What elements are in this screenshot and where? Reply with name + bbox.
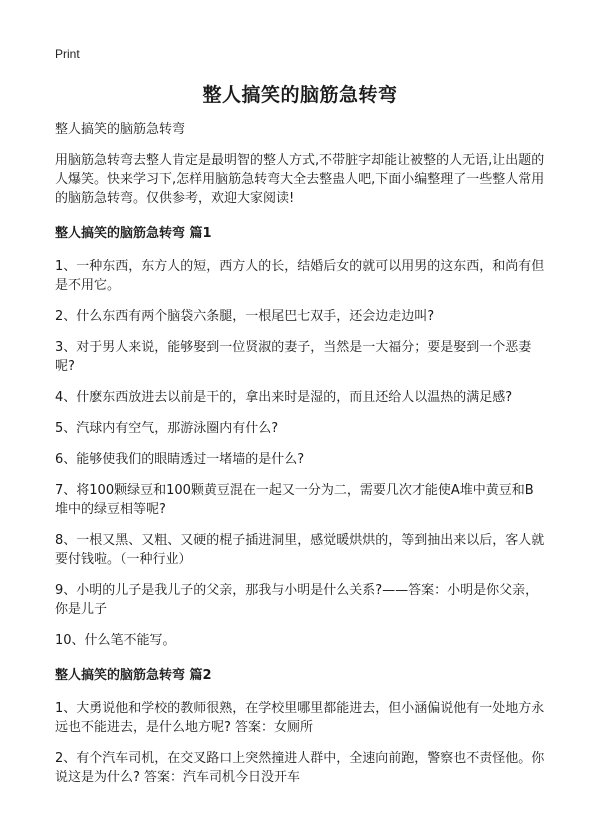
- riddle-item: 6、能够使我们的眼睛透过一堵墙的是什么?: [55, 452, 305, 467]
- riddle-item: 8、一根又黑、又粗、又硬的棍子插进洞里，感觉暖烘烘的，等到抽出来以后，客人就要付钱啦。（一种行业）: [55, 533, 545, 567]
- riddle-item: 2、什么东西有两个脑袋六条腿，一根尾巴七双手，还会边走边叫?: [55, 309, 435, 324]
- section-heading-1: 整人搞笑的脑筋急转弯 篇1: [55, 226, 212, 241]
- document-subtitle: 整人搞笑的脑筋急转弯: [55, 122, 186, 137]
- riddle-item: 1、大勇说他和学校的教师很熟，在学校里哪里都能进去，但小涵偏说他有一处地方永远也不能进去，是什么地方呢? 答案：女厕所: [55, 701, 545, 735]
- riddle-item: 4、什麽东西放进去以前是干的，拿出来时是湿的，而且还给人以温热的满足感?: [55, 390, 513, 405]
- document-body: [55, 120, 545, 799]
- riddle-item: 1、一种东西，东方人的短，西方人的长，结婚后女的就可以用男的这东西，和尚有但是不用它。: [55, 259, 545, 293]
- section-heading-2: 整人搞笑的脑筋急转弯 篇2: [55, 668, 212, 683]
- intro-paragraph: 用脑筋急转弯去整人肯定是最明智的整人方式,不带脏字却能让被整的人无语,让出题的人爆笑。快来学习下,怎样用脑筋急转弯大全去整蛊人吧,下面小编整理了一些整人常用的脑筋急转弯。仅供参考，欢迎大家阅读!: [55, 153, 545, 206]
- riddle-item: 10、什么笔不能写。: [55, 633, 176, 648]
- print-link[interactable]: Print: [55, 47, 80, 61]
- document-title: 整人搞笑的脑筋急转弯: [202, 84, 398, 106]
- riddle-item: 2、有个汽车司机，在交叉路口上突然撞进人群中，全速向前跑，警察也不责怪他。你说这是为什么? 答案：汽车司机今日没开车: [55, 751, 545, 785]
- riddle-item: 7、将100颗绿豆和100颗黄豆混在一起又一分为二，需要几次才能使A堆中黄豆和B堆中的绿豆相等呢?: [55, 483, 534, 517]
- riddle-item: 3、对于男人来说，能够娶到一位贤淑的妻子，当然是一大福分；要是娶到一个恶妻呢?: [55, 340, 532, 374]
- riddle-item: 9、小明的儿子是我儿子的父亲，那我与小明是什么关系?——答案：小明是你父亲，你是儿子: [55, 583, 539, 617]
- riddle-item: 5、汽球内有空气，那游泳圈内有什么?: [55, 421, 279, 436]
